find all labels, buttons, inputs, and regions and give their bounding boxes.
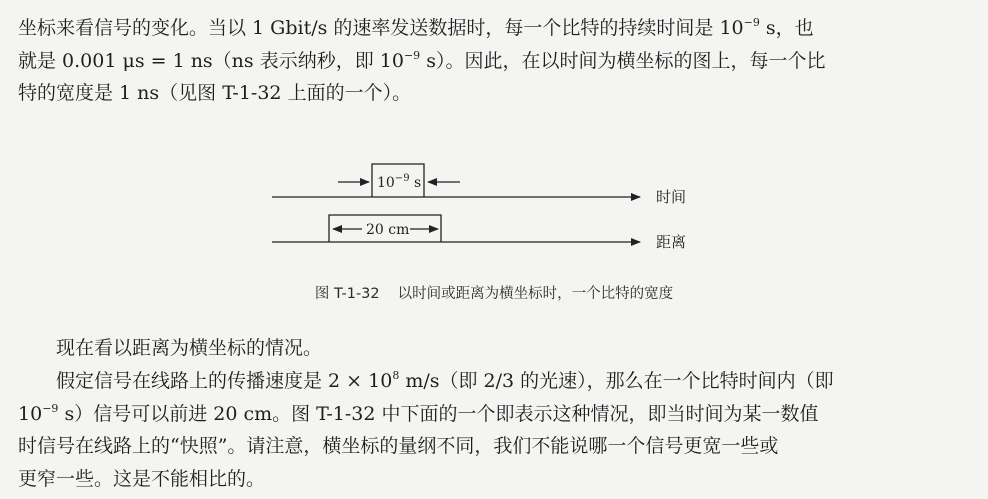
superscript: −9 <box>403 48 421 62</box>
paragraph-2 <box>18 332 988 365</box>
paragraph-1 <box>18 12 973 110</box>
pulse-duration-label: $10^{-9}$ s <box>377 173 422 191</box>
superscript: 8 <box>392 369 400 382</box>
text-segment: s）。因此，在以时间为横坐标的图上，每一个比 <box>420 49 826 72</box>
figure-caption <box>0 282 988 303</box>
text-segment: s，也 <box>759 17 814 39</box>
superscript: −9 <box>743 16 760 29</box>
bit-width-diagram <box>0 150 988 280</box>
text-line <box>18 12 973 45</box>
text-line: 现在看以距离为横坐标的情况。 <box>56 337 323 359</box>
text-line: 更窄一些。这是不能相比的。 <box>18 467 266 490</box>
text-segment: s）信号可以前进 20 cm。图 T-1-32 中下面的一个即表示这种情况，即当时间为某一数值 <box>58 402 819 425</box>
text-line <box>18 45 973 78</box>
text-line <box>18 398 973 431</box>
time-axis-label: 时间 <box>656 188 687 206</box>
text-segment: m/s（即 2/3 的光速），那么在一个比特时间内（即 <box>399 370 834 392</box>
text-line: 特的宽度是 1 ns（见图 T-1-32 上面的一个）。 <box>18 82 412 104</box>
distance-label: 20 cm <box>366 222 410 238</box>
superscript: −9 <box>42 401 59 415</box>
figure-caption-text: 以时间或距离为横坐标时，一个比特的宽度 <box>397 286 674 302</box>
text-line <box>18 365 973 398</box>
paragraph-3 <box>18 365 973 495</box>
distance-axis-label: 距离 <box>656 233 687 251</box>
text-segment: 假定信号在线路上的传播速度是 2 × 10 <box>56 370 393 392</box>
text-segment: 坐标来看信号的变化。当以 1 Gbit/s 的速率发送数据时，每一个比特的持续时间是 10 <box>18 17 744 39</box>
text-segment: 10 <box>18 402 43 425</box>
text-line: 时信号在线路上的“快照”。请注意，横坐标的量纲不同，我们不能说哪一个信号更宽一些或 <box>18 435 779 457</box>
figure-number: 图 T-1-32 <box>314 286 380 302</box>
text-segment: 就是 0.001 μs = 1 ns（ns 表示纳秒，即 10 <box>18 49 404 72</box>
